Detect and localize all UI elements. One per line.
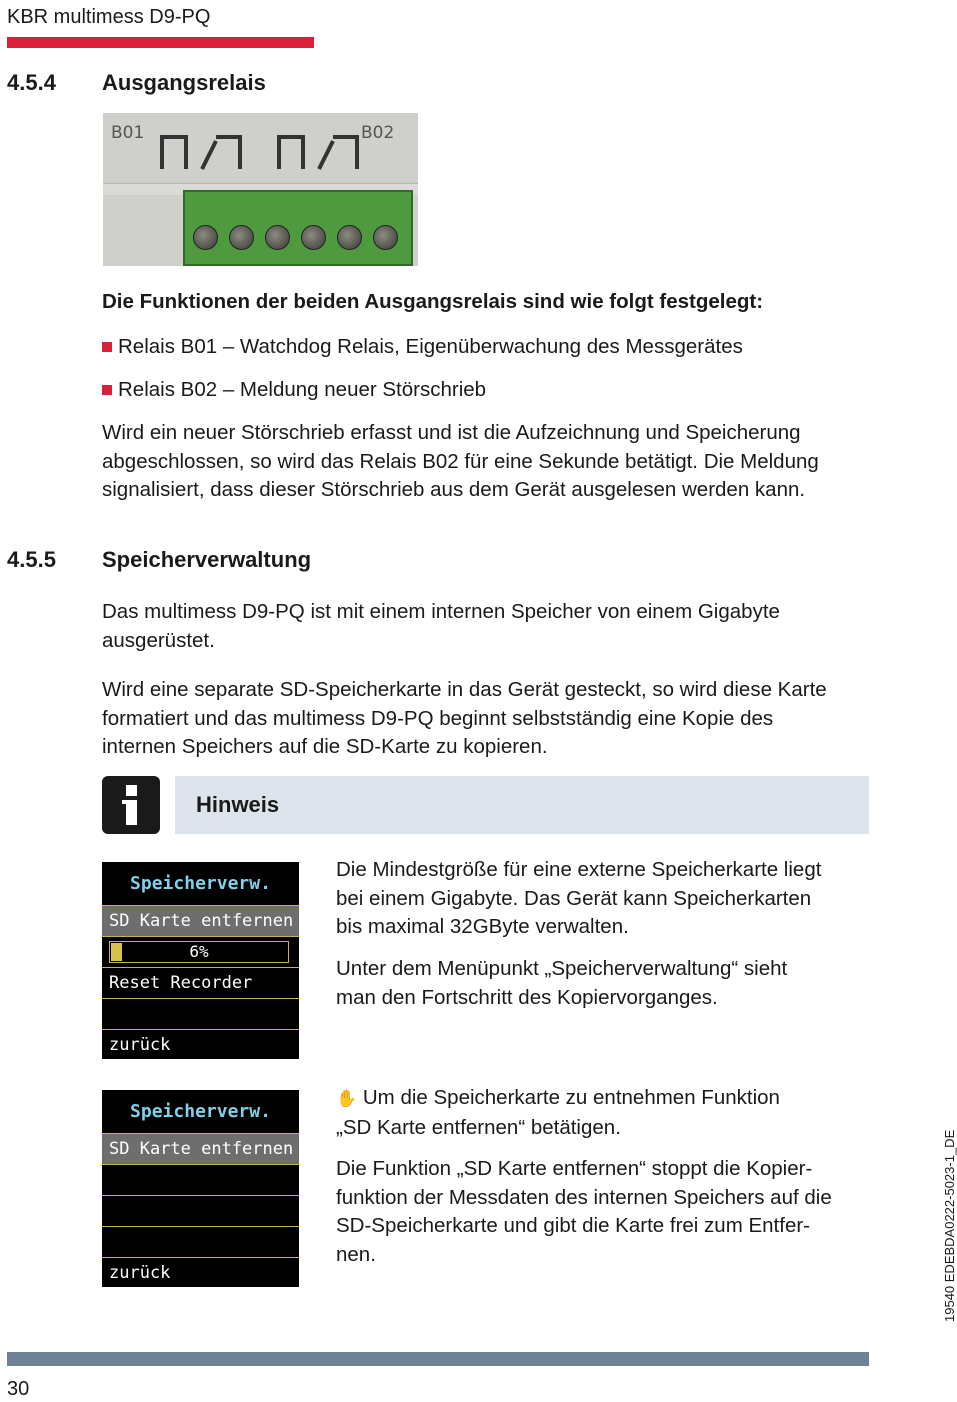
screen1-description-a (336, 856, 821, 942)
hint-title: Hinweis (196, 792, 280, 817)
footer-bar (7, 1352, 869, 1366)
bullet-item-relais-b02 (102, 378, 486, 402)
terminal-screw (193, 225, 218, 250)
device-screen-progress (102, 862, 299, 1059)
photo-label-b02: B02 (361, 123, 395, 143)
menu-item-sd-karte-entfernen[interactable]: SD Karte entfernen (102, 906, 299, 937)
menu-item-empty (102, 1227, 299, 1258)
terminal-screw (229, 225, 254, 250)
text-line: nen. (336, 1242, 376, 1266)
text-line: SD-Speicherkarte und gibt die Karte frei zum Entfer- (336, 1214, 810, 1237)
bullet-text: Relais B01 – Watchdog Relais, Eigenüberwachung des Messgerätes (118, 335, 743, 358)
relay-symbol-b02 (275, 131, 365, 171)
menu-item-zurueck[interactable]: zurück (109, 1035, 171, 1055)
relais-intro-heading: Die Funktionen der beiden Ausgangsrelais sind wie folgt festgelegt: (102, 290, 764, 313)
text-line: Die Mindestgröße für eine externe Speicherkarte liegt (336, 858, 822, 881)
text-line: signalisiert, dass dieser Störschrieb aus dem Gerät ausgelesen werden kann. (102, 478, 806, 501)
relay-terminal-photo (103, 113, 418, 266)
terminal-screw (265, 225, 290, 250)
text-line: funktion der Messdaten des internen Speichers auf die (336, 1185, 832, 1209)
hand-icon: ✋ (336, 1089, 358, 1109)
relay-symbol-b01 (158, 131, 248, 171)
section-number-4-5-4: 4.5.4 (7, 70, 56, 95)
terminal-screw (373, 225, 398, 250)
section-number-4-5-5: 4.5.5 (7, 547, 56, 572)
text-line: Das multimess D9-PQ ist mit einem internen Speicher von einem Gigabyte (102, 600, 780, 623)
speicher-paragraph-2 (102, 676, 827, 762)
copy-progress-bar (102, 937, 299, 968)
photo-label-b01: B01 (111, 123, 145, 143)
section-title-speicherverwaltung: Speicherverwaltung (102, 547, 312, 572)
terminal-screw (301, 225, 326, 250)
text-line: internen Speichers auf die SD-Karte zu kopieren. (102, 735, 548, 758)
bullet-text: Relais B02 – Meldung neuer Störschrieb (118, 378, 487, 401)
text-line: ausgerüstet. (102, 628, 215, 652)
hint-banner (175, 776, 869, 834)
text-line: bis maximal 32GByte verwalten. (336, 915, 629, 938)
terminal-screw (337, 225, 362, 250)
info-icon (102, 776, 160, 834)
menu-item-reset-recorder[interactable]: Reset Recorder (102, 968, 299, 999)
screen-title: Speicherverw. (102, 1090, 299, 1134)
screen-title: Speicherverw. (102, 862, 299, 906)
text-line: abgeschlossen, so wird das Relais B02 für eine Sekunde betätigt. Die Meldung (102, 449, 819, 473)
document-code-vertical: 19540 EDEBDA0222-5023-1_DE (942, 1129, 957, 1322)
bullet-square-icon (102, 342, 112, 352)
progress-frame (109, 941, 289, 963)
green-terminal-block (183, 190, 413, 266)
text-line: Wird ein neuer Störschrieb erfasst und ist die Aufzeichnung und Speicherung (102, 421, 801, 444)
text-line: formatiert und das multimess D9-PQ beginnt selbstständig eine Kopie des (102, 706, 774, 730)
relais-paragraph (102, 419, 819, 505)
bullet-square-icon (102, 385, 112, 395)
device-screen-sd-remove (102, 1090, 299, 1287)
menu-item-sd-karte-entfernen[interactable]: SD Karte entfernen (102, 1134, 299, 1165)
text-line: Wird eine separate SD-Speicherkarte in das Gerät gesteckt, so wird diese Karte (102, 678, 827, 701)
text-line: man den Fortschritt des Kopiervorganges. (336, 985, 718, 1009)
menu-item-empty (102, 999, 299, 1030)
header-accent-bar (7, 37, 314, 48)
page-number: 30 (7, 1378, 30, 1400)
screen1-description-b (336, 955, 787, 1012)
speicher-paragraph-1 (102, 598, 780, 655)
text-line: „SD Karte entfernen“ betätigen. (336, 1115, 621, 1139)
text-line: ✋ Um die Speicherkarte zu entnehmen Funktion (336, 1086, 780, 1109)
document-header-title: KBR multimess D9-PQ (7, 6, 211, 28)
screen2-description-a (336, 1084, 780, 1142)
text-line: Unter dem Menüpunkt „Speicherverwaltung“ sieht (336, 957, 788, 980)
text-line: Die Funktion „SD Karte entfernen“ stoppt die Kopier- (336, 1157, 813, 1180)
screen2-description-b (336, 1155, 832, 1269)
menu-item-zurueck[interactable]: zurück (109, 1263, 171, 1283)
text-line: bei einem Gigabyte. Das Gerät kann Speicherkarten (336, 886, 812, 910)
bullet-item-relais-b01 (102, 335, 743, 359)
menu-item-empty (102, 1196, 299, 1227)
menu-item-empty (102, 1165, 299, 1196)
progress-percent: 6% (189, 942, 209, 961)
section-title-ausgangsrelais: Ausgangsrelais (102, 70, 266, 95)
